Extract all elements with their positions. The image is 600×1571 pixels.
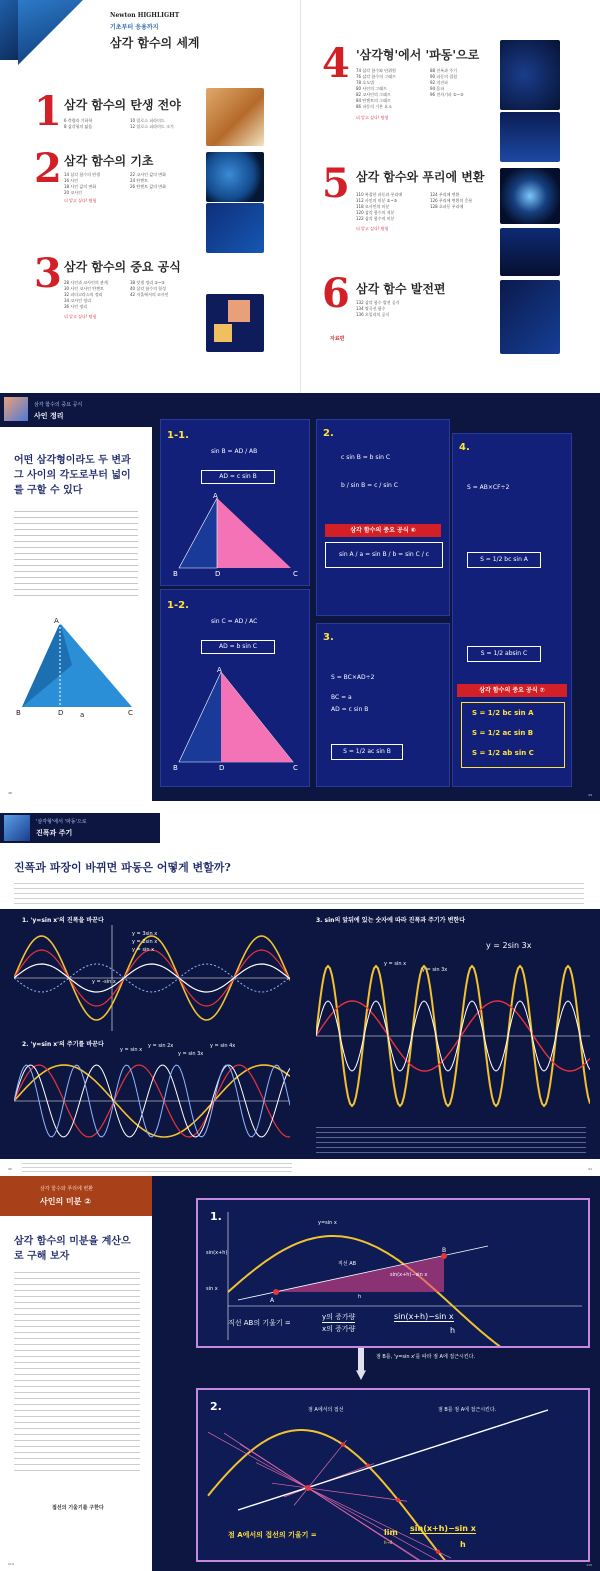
corner-graphic	[0, 0, 20, 60]
step-3-card	[316, 623, 450, 787]
panel-3-graph	[316, 951, 590, 1121]
step-3-formula1: S = BC×AD÷2	[331, 674, 375, 681]
tangent-panel	[196, 1388, 590, 1562]
area-formulas-box	[461, 702, 565, 768]
label-sin-3x: y = sin 3x	[178, 1051, 204, 1057]
point-b-3	[436, 1550, 440, 1554]
section-label: 삼각 함수의 중요 공식	[34, 402, 83, 408]
fourier-thumbnail	[500, 168, 560, 224]
section-title: 사인 정리	[34, 412, 64, 420]
step-1-1-tag: 1-1.	[167, 430, 189, 441]
triangle-diagram	[14, 615, 138, 719]
theorem-thumbnail	[206, 294, 264, 352]
section-header	[0, 393, 152, 427]
left-text-page	[0, 393, 152, 801]
chapter-3-items-a: 28 사인과 코사인의 관계 30 사인 코사인 탄젠트 32 피타고라스의 정리 34 코사인 정리 36 사인 정리	[64, 280, 108, 309]
chapter-3-title[interactable]: 삼각 함수의 중요 공식	[64, 260, 181, 274]
step-2-formula1: c sin B = b sin C	[341, 454, 391, 461]
chapter-6-title[interactable]: 삼각 함수 발전편	[356, 282, 446, 296]
limit-lhs: 점 A에서의 접선의 기울기 =	[228, 1531, 317, 1539]
step-1-1-formula1: sin B = AD / AB	[211, 448, 258, 455]
step-3-tag: 3.	[323, 632, 334, 643]
step-1-1-formula2: AD = c sin B	[201, 470, 275, 484]
panel-2-tag: 2.	[210, 1400, 222, 1413]
globe-thumbnail	[206, 152, 264, 202]
step-1-2-formula2: AD = b sin C	[201, 640, 275, 654]
area-formula-2: S = 1/2 ac sin B	[472, 729, 534, 737]
chapter-5-note: 더 알고 싶다! 탐험	[356, 226, 389, 231]
step-1-2-diagram	[171, 666, 301, 776]
step-3-area-formula: S = 1/2 ac sin B	[331, 744, 403, 760]
point-a	[305, 1485, 311, 1491]
triangle-abd	[179, 498, 217, 568]
chapter-2-number: 2	[34, 145, 62, 192]
sine-derivative-spread	[0, 1176, 600, 1571]
label-line-ab: 직선 AB	[338, 1261, 357, 1267]
triangle-abc	[22, 623, 132, 707]
left-text-page	[0, 1176, 152, 1571]
graph-thumbnail	[500, 112, 560, 162]
triangle-thumbnail	[206, 203, 264, 253]
panel-2-title: 2. 'y=sin x'의 주기를 바꾼다	[22, 1041, 104, 1048]
secant-line-1	[224, 1433, 539, 1560]
point-b-6	[341, 1442, 345, 1446]
step-4-formula2: S = 1/2 bc sin A	[467, 552, 541, 568]
panel-1-title: 1. 'y=sin x'의 진폭을 바꾼다	[22, 917, 104, 924]
down-arrow	[356, 1348, 366, 1380]
chapter-1-number: 1	[34, 88, 62, 135]
chapter-4-number: 4	[322, 40, 350, 87]
chapter-4-title[interactable]: '삼각형'에서 '파동'으로	[356, 48, 480, 62]
chapter-5-number: 5	[322, 160, 350, 207]
label-sin-x-value: sin x	[206, 1286, 218, 1292]
advanced-thumbnail	[500, 280, 560, 354]
panel-3-title: 3. sin의 앞뒤에 있는 숫자에 따라 진폭과 주기가 변한다	[316, 917, 465, 924]
point-a	[273, 1289, 279, 1295]
label-y-sin-x: y=sin x	[318, 1220, 337, 1226]
section-label: 삼각 함수와 푸리에 변환	[40, 1186, 94, 1192]
vertex-d: D	[58, 709, 64, 717]
svg-text:D: D	[215, 570, 221, 578]
step-1-2-tag: 1-2.	[167, 600, 189, 611]
step-1-2-formula1: sin C = AD / AC	[211, 618, 258, 625]
svg-text:A: A	[217, 666, 222, 674]
headline: 삼각 함수의 미분을 계산으로 구해 보자	[14, 1236, 131, 1262]
page-number-left: 90	[8, 1167, 12, 1171]
limit-subscript: h→0	[384, 1540, 393, 1545]
chapter-4-note: 더 알고 싶다! 탐험	[356, 115, 389, 120]
page-number-left: 114	[8, 1562, 14, 1566]
point-b-4	[396, 1498, 400, 1502]
circle-thumbnail	[500, 40, 560, 110]
panel-1-tag: 1.	[210, 1210, 222, 1223]
secant-line-2	[240, 1444, 495, 1560]
chapter-3-note: 더 알고 싶다! 탐험	[64, 314, 97, 319]
gutter	[300, 0, 301, 393]
step-1-1-card	[160, 419, 310, 586]
step-2-tag: 2.	[323, 428, 334, 439]
svg-text:B: B	[442, 1247, 447, 1254]
appendix-label: 자료편	[330, 336, 345, 342]
step-2-card	[316, 419, 450, 616]
step-1-2-card	[160, 589, 310, 787]
chapter-3-number: 3	[34, 250, 62, 297]
limit-operator: lim	[384, 1528, 398, 1537]
chapter-3-items-b: 38 덧셈 정리 ①~③ 40 삼각 함수의 합성 42 저울에서의 코사인	[130, 280, 169, 297]
step-4-formula3: S = 1/2 absin C	[467, 646, 541, 662]
section-title: 진폭과 주기	[36, 829, 73, 837]
chapter-2-note: 더 알고 싶다! 탐험	[64, 198, 97, 203]
label-sin-2x: y = sin 2x	[148, 1043, 174, 1049]
cover-graphic	[18, 0, 83, 65]
label-2sin-3x: y = 2sin 3x	[486, 941, 532, 950]
label-sin-x-plus-h: sin(x+h)	[206, 1250, 228, 1256]
section-header	[0, 813, 160, 843]
headline: 어떤 삼각형이라도 두 변과 그 사이의 각도로부터 넓이를 구할 수 있다	[14, 455, 131, 496]
area-formula-3: S = 1/2 ab sin C	[472, 749, 534, 757]
chapter-4-items-b: 88 진폭과 주기 90 파동의 겹침 92 지진파 94 음파 96 전자기파 ①~③	[430, 68, 464, 97]
label-p3-sin-x: y = sin x	[384, 961, 407, 967]
chapter-6-items: 132 삼각 함수 발전 공식 134 쌍곡선 함수 136 오일러의 공식	[356, 300, 400, 317]
chapter-2-items-a: 14 삼각 함수의 탄생 16 사인 18 사인 값의 변화 20 코사인	[64, 172, 100, 195]
step-4-card	[452, 433, 572, 787]
svg-text:C: C	[293, 764, 298, 772]
chapter-1-items-b: 10 밀로스 피라미드 12 밀로스 피라미드 크기	[130, 118, 174, 129]
step-3-formula2: BC = a	[331, 694, 352, 701]
vertex-b: B	[16, 709, 21, 717]
important-formula-7-badge: 삼각 함수의 중요 공식 ⑦	[457, 684, 567, 697]
brand-label: Newton HIGHLIGHT	[110, 12, 180, 19]
label-neg-sin: y = -sin x	[92, 979, 116, 985]
label-approach: 점 B를 점 A에 접근시킨다.	[438, 1407, 497, 1413]
law-of-sines-spread	[0, 393, 600, 801]
svg-text:D: D	[219, 764, 225, 772]
section-header	[0, 1176, 152, 1216]
label-sin-4x: y = sin 4x	[210, 1043, 236, 1049]
chapter-5-items-b: 124 푸리에 변환 126 푸리에 변환의 응용 128 초파동 푸리에	[430, 192, 473, 209]
chapter-5-items-a: 110 복잡한 파동과 푸리에 112 사인의 미분 ①~③ 118 코사인의 미분 120 삼각 함수의 적분 122 삼각 함수의 미분	[356, 192, 403, 221]
chapter-5-title[interactable]: 삼각 함수와 푸리에 변환	[356, 170, 485, 184]
step-1-1-diagram	[171, 492, 301, 580]
page-number-right: 91	[588, 1167, 592, 1171]
svg-text:B: B	[173, 570, 178, 578]
secant-line-3	[256, 1463, 451, 1559]
slope-numerator-text: y의 증가량	[322, 1313, 356, 1321]
sidebar-title: 접선의 기울기를 구한다	[52, 1505, 104, 1511]
slope-lhs: 직선 AB의 기울기 =	[228, 1319, 291, 1327]
vertex-c: C	[128, 709, 133, 717]
step-4-formula1: S = AB×CF÷2	[467, 484, 510, 491]
label-h: h	[358, 1294, 362, 1300]
label-2sin: y = 2sin x	[132, 939, 158, 945]
svg-text:C: C	[293, 570, 298, 578]
section-icon	[4, 397, 28, 421]
page-number-right: 115	[586, 1563, 592, 1567]
panel-2-graph	[14, 1051, 290, 1151]
page-number-right: 49	[588, 793, 592, 797]
section-title: 사인의 미분 ②	[40, 1197, 91, 1206]
chapter-2-title[interactable]: 삼각 함수의 기초	[64, 154, 154, 168]
area-formula-1: S = 1/2 bc sin A	[472, 709, 534, 717]
label-sin: y = sin x	[132, 947, 155, 953]
arrow-caption: 점 B를, 'y=sin x'를 따라 점 A에 접근시킨다.	[376, 1354, 476, 1360]
limit-numerator: sin(x+h)−sin x	[410, 1524, 476, 1533]
caption-text-left	[22, 1163, 292, 1173]
svg-text:A: A	[213, 492, 218, 500]
secant-panel	[196, 1198, 590, 1348]
limit-denominator: h	[460, 1540, 466, 1549]
headline: 진폭과 파장이 바뀌면 파동은 어떻게 변할까?	[14, 861, 231, 874]
slope-numerator-formula: sin(x+h)−sin x	[394, 1312, 454, 1321]
svg-text:B: B	[173, 764, 178, 772]
step-3-formula3: AD = c sin B	[331, 706, 369, 713]
pyramid-thumbnail	[206, 88, 264, 146]
step-4-tag: 4.	[459, 442, 470, 453]
chapter-2-items-b: 22 코사인 값의 변화 24 탄젠트 26 탄젠트 값의 변화	[130, 172, 166, 189]
side-a: a	[80, 711, 85, 719]
wave-thumbnail	[500, 228, 560, 276]
important-formula-6-badge: 삼각 함수의 중요 공식 ⑥	[325, 524, 441, 537]
section-label: '삼각형'에서 '파동'으로	[36, 819, 87, 825]
vertex-a: A	[54, 617, 59, 625]
series-label: 기초부터 응용까지	[110, 24, 159, 31]
chapter-1-title[interactable]: 삼각 함수의 탄생 전야	[64, 98, 181, 112]
book-title: 삼각 함수의 세계	[110, 36, 200, 50]
chapter-4-items-a: 74 삼각 함수와 단위원 76 삼각 함수의 그래프 78 호도법 80 사인의 그래프 82 코사인의 그래프 84 탄젠트의 그래프 86 파동의 기본 요소	[356, 68, 396, 109]
page-number-left: 48	[8, 791, 12, 795]
label-p3-sin-3x: y = sin 3x	[422, 967, 448, 973]
law-of-sines-formula: sin A / a = sin B / b = sin C / c	[325, 542, 443, 568]
chapter-6-number: 6	[322, 270, 350, 317]
chapter-1-items-a: 6 측량과 기하학 8 삼각형의 닮음	[64, 118, 93, 129]
label-tangent: 점 A에서의 접선	[308, 1407, 344, 1413]
contents-spread	[0, 0, 600, 394]
step-2-formula2: b / sin B = c / sin C	[341, 482, 398, 489]
label-rise: sin(x+h)−sin x	[390, 1272, 428, 1278]
section-icon	[4, 815, 30, 841]
label-3sin: y = 3sin x	[132, 931, 158, 937]
label-sin-x: y = sin x	[120, 1047, 143, 1053]
svg-text:A: A	[270, 1297, 275, 1304]
body-text-block	[14, 1272, 140, 1472]
slope-denominator-text: x의 증가량	[322, 1325, 356, 1333]
caption-text-right	[316, 1127, 586, 1155]
slope-denominator-formula: h	[450, 1326, 456, 1335]
amplitude-period-spread	[0, 801, 600, 1176]
body-text-block	[14, 883, 584, 905]
sine-curve	[208, 1430, 582, 1560]
body-text-block	[14, 511, 138, 599]
